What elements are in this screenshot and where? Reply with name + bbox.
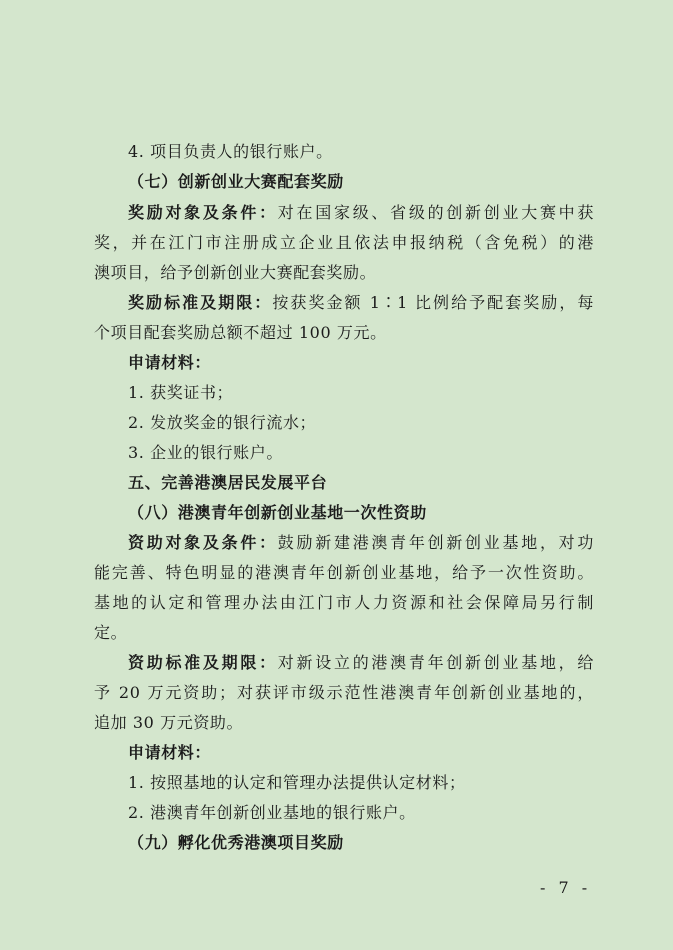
paragraph-line: 予 20 万元资助；对获评市级示范性港澳青年创新创业基地的， [94, 683, 594, 702]
section-heading: （八）港澳青年创新创业基地一次性资助 [128, 503, 427, 522]
paragraph-label: 资助对象及条件： [128, 533, 278, 552]
paragraph-line: 个项目配套奖励总额不超过 100 万元。 [94, 323, 387, 342]
subheading: 申请材料： [128, 743, 212, 762]
section-heading: （七）创新创业大赛配套奖励 [128, 172, 344, 191]
paragraph-line: 追加 30 万元资助。 [94, 713, 244, 732]
list-item: 1. 获奖证书； [128, 383, 234, 402]
section-heading: （九）孵化优秀港澳项目奖励 [128, 833, 344, 852]
paragraph-line: 能完善、特色明显的港澳青年创新创业基地，给予一次性资助。 [94, 563, 594, 582]
subheading: 申请材料： [128, 353, 212, 372]
list-item: 1. 按照基地的认定和管理办法提供认定材料； [128, 773, 466, 792]
list-item: 2. 港澳青年创新创业基地的银行账户。 [128, 803, 416, 822]
list-item: 3. 企业的银行账户。 [128, 443, 283, 462]
paragraph-text: 鼓励新建港澳青年创新创业基地，对功 [277, 533, 594, 552]
paragraph-line [128, 533, 594, 553]
paragraph-line: 基地的认定和管理办法由江门市人力资源和社会保障局另行制 [94, 593, 594, 612]
paragraph-line [128, 653, 594, 673]
list-item: 2. 发放奖金的银行流水； [128, 413, 317, 432]
paragraph-label: 奖励对象及条件： [128, 203, 278, 222]
paragraph-label: 奖励标准及期限： [128, 293, 273, 312]
paragraph-text: 按获奖金额 1∶1 比例给予配套奖励，每 [272, 293, 594, 312]
section-heading: 五、完善港澳居民发展平台 [128, 473, 328, 492]
paragraph-line: 定。 [94, 623, 128, 642]
paragraph-text: 对在国家级、省级的创新创业大赛中获 [277, 203, 594, 222]
paragraph-line [128, 293, 594, 313]
list-item: 4. 项目负责人的银行账户。 [128, 142, 333, 161]
paragraph-line: 澳项目，给予创新创业大赛配套奖励。 [94, 263, 377, 282]
paragraph-line [128, 203, 594, 223]
paragraph-text: 对新设立的港澳青年创新创业基地，给 [277, 653, 594, 672]
paragraph-label: 资助标准及期限： [128, 653, 278, 672]
paragraph-line: 奖，并在江门市注册成立企业且依法申报纳税（含免税）的港 [94, 233, 594, 252]
page-number: - 7 - [540, 878, 592, 897]
